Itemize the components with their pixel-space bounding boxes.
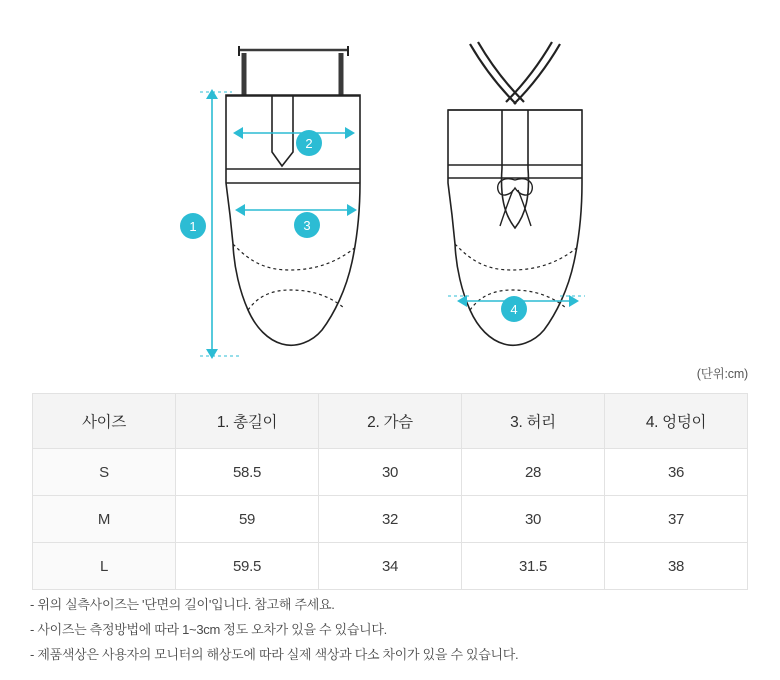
marker-3-label: 3	[303, 218, 311, 233]
footnote-3: - 제품색상은 사용자의 모니터의 해상도에 따라 실제 색상과 다소 차이가 있을 수 있습니다.	[30, 647, 519, 662]
cell-bust: 30	[319, 449, 462, 496]
cell-size: L	[33, 543, 176, 590]
cell-bust: 34	[319, 543, 462, 590]
cell-hip: 37	[605, 496, 748, 543]
column-header-bust: 2. 가슴	[319, 394, 462, 449]
size-table	[32, 393, 748, 590]
cell-total-length: 59.5	[176, 543, 319, 590]
cell-waist: 31.5	[462, 543, 605, 590]
cell-hip: 38	[605, 543, 748, 590]
column-header-size: 사이즈	[33, 394, 176, 449]
cell-size: S	[33, 449, 176, 496]
marker-4-label: 4	[510, 302, 518, 317]
table-row	[33, 543, 748, 590]
front-view-figure	[226, 46, 360, 345]
table-header-row	[33, 394, 748, 449]
front-measurement-lines	[200, 89, 357, 359]
cell-bust: 32	[319, 496, 462, 543]
column-header-total-length: 1. 총길이	[176, 394, 319, 449]
cell-total-length: 58.5	[176, 449, 319, 496]
cell-waist: 30	[462, 496, 605, 543]
marker-2-label: 2	[305, 136, 313, 151]
table-row	[33, 496, 748, 543]
marker-1-label: 1	[189, 219, 197, 234]
footnote-2: - 사이즈는 측정방법에 따라 1~3cm 정도 오차가 있을 수 있습니다.	[30, 622, 387, 637]
cell-size: M	[33, 496, 176, 543]
cell-waist: 28	[462, 449, 605, 496]
column-header-waist: 3. 허리	[462, 394, 605, 449]
table-row	[33, 449, 748, 496]
cell-hip: 36	[605, 449, 748, 496]
column-header-hip: 4. 엉덩이	[605, 394, 748, 449]
footnote-1: - 위의 실측사이즈는 '단면의 길이'입니다. 참고해 주세요.	[30, 597, 335, 612]
unit-note: (단위:cm)	[696, 367, 748, 381]
footnotes	[30, 592, 750, 667]
cell-total-length: 59	[176, 496, 319, 543]
